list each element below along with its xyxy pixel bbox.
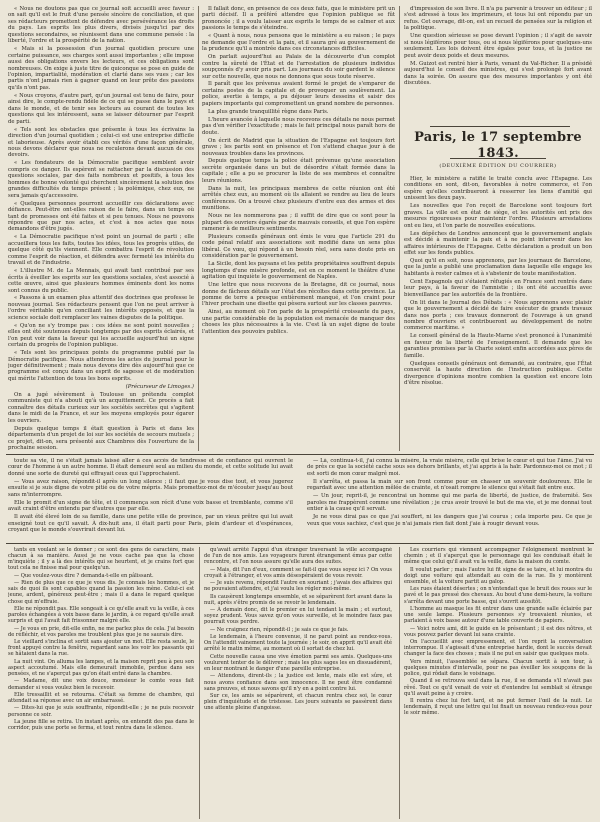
column-3-bottom-articles xyxy=(404,176,592,387)
dateline-heading xyxy=(404,130,592,170)
column-1 xyxy=(8,6,194,451)
signature: (Précurseur de Limoges.) xyxy=(125,383,194,390)
column-3-bottom xyxy=(404,176,592,451)
paragraph: Vers minuit, l'assemblée se sépara. Chacun sortit à son tour, à quelques minutes d'intervalle, pour ne pas éveiller les soupçons de la police, qui rôdait dans le voisinage. xyxy=(404,658,592,678)
column-divider xyxy=(199,547,200,819)
paragraph: Quelques conseils généraux ont demandé, au contraire, que l'État conservât la haute direction de l'instruction publique. Cette divergence d'opinions montre combien la question est encore loin d'être résolue. xyxy=(404,360,592,387)
heading-rule xyxy=(450,158,546,159)
paragraph: — Attendons, dirent-ils ; la justice est lente, mais elle est sûre, et nous avons confiance dans son innocence. Il ne peut être condamné sans preuves, et nous savons qu'il n'y en a point contre lui. xyxy=(204,673,392,692)
column-2 xyxy=(202,6,395,451)
feuilleton-rule-top xyxy=(6,454,594,455)
paragraph: Une question sérieuse se pose devant l'opinion ; il s'agit de savoir si nous légiférons pour tous, ou si nous légiférons pour quelques-uns seulement. Les lois doivent être égales pour tous, et la justice ne peut avoir deux poids et deux mesures. xyxy=(404,33,592,59)
paragraph: On parlait aujourd'hui au Palais de la découverte d'un complot contre la sûreté de l'État et de l'arrestation de plusieurs individus soupçonnés d'y avoir pris part. Les journaux du soir gardent le silence sur cette nouvelle, que nous ne donnons que sous toute réserve. xyxy=(202,54,395,80)
paragraph: Elle le promit d'un signe de tête, et il commença son récit d'une voix basse et tremblante, comme s'il avait craint d'être entendu par d'autres que par elle. xyxy=(8,499,293,513)
bottom-column-1-text xyxy=(8,547,194,731)
paragraph: La plus grande tranquillité règne dans Paris. xyxy=(208,108,329,115)
bottom-column-1 xyxy=(8,547,194,819)
paragraph: « Les fondateurs de la Démocratie pacifique semblent avoir compris ce danger. Ils espèrent se rattacher par la discussion des questions sociales, par des faits nombreux et positifs, à tous les hommes de bonne volonté qui cherchent sincèrement la solution des grandes difficultés du temps présent ; la polémique, chez eux, ne sera jamais qu'accessoire. xyxy=(8,160,194,199)
paragraph: Ils causèrent longtemps ensemble, et se séparèrent fort avant dans la nuit, après s'être promis de se revoir le lendemain. xyxy=(204,593,392,606)
paragraph: — Je vous en prie, dit-elle enfin, ne me parlez plus de cela. J'ai besoin de réfléchir, et vos paroles me troublent plus que je ne saurais dire. xyxy=(8,625,194,638)
paragraph: La Sicile, dont les paysans et les petits propriétaires souffrent depuis longtemps d'une misère profonde, est en ce moment le théâtre d'une agitation qui inquiète le gouvernement de Naples. xyxy=(202,261,395,281)
bottom-column-2-text xyxy=(204,547,392,712)
paragraph: Il avait été élevé loin de sa famille, dans une petite ville de province, par un vieux prêtre qui lui avait enseigné tout ce qu'il savait. À dix-huit ans, il était parti pour Paris, plein d'ardeur et d'espérances, croyant que le monde s'ouvrirait devant lui. xyxy=(8,514,293,534)
paragraph: Elle tressaillit et se retourna. C'était sa femme de chambre, qui attendait sa réponse avec un air embarrassé. xyxy=(8,691,194,705)
paragraph: La jeune fille se retira. Un instant après, on entendit des pas dans le corridor, puis une porte se ferma, et tout rentra dans le silence. xyxy=(8,718,194,732)
paragraph: Nous ne les nommerons pas ; il suffit de dire que ce sont pour la plupart des ouvriers égarés par de mauvais conseils, et que l'on espère ramener à de meilleurs sentiments. xyxy=(202,213,395,232)
paragraph: qu'avait arrêté l'appui d'un étranger traversant la ville accompagné de l'un de nos amis. Les voyageurs furent étrangement émus par cette rencontre, et l'on nous assure qu'elle aura des suites. xyxy=(204,547,392,566)
paragraph: Il rentra chez lui fort tard, et ne put fermer l'œil de la nuit. Le lendemain, il reçut une lettre qui lui fixait un nouveau rendez-vous pour le soir même. xyxy=(404,698,592,717)
paragraph: Hier, le ministère a ratifié le traité conclu avec l'Espagne. Les conditions en sont, dit-on, favorables à notre commerce, et l'on espère qu'elles contribueront à resserrer les liens d'amitié qui unissent les deux pays. xyxy=(404,176,592,202)
paragraph: « Nous croyons, d'autre part, qu'un journal est tenu de faire, pour ainsi dire, le compte-rendu fidèle de ce qui se passe dans le pays et dans le monde, et de tenir ses lecteurs au courant de toutes les questions qui les intéressent, sans se laisser détourner par l'esprit de parti. xyxy=(8,92,194,125)
bottom-column-2 xyxy=(204,547,392,819)
paragraph: On écrit de Madrid que la situation de l'Espagne est toujours fort grave ; les partis sont en présence et l'on s'attend chaque jour à de nouveaux troubles dans les provinces. xyxy=(202,137,395,157)
paragraph: On a jugé sévèrement à Toulouse un prétendu complot communiste qui n'a abouti qu'à un acquittement. Ce procès a fait connaître des détails curieux sur les sociétés secrètes qui s'agitent dans le midi de la France, et sur les moyens employés pour égarer les ouvriers. xyxy=(8,391,194,424)
paragraph: L'heure avancée à laquelle nous recevons ces détails ne nous permet pas d'en vérifier l'exactitude ; mais le fait principal nous paraît hors de doute. xyxy=(202,116,395,136)
paragraph: — Ne craignez rien, répondit-il ; je sais ce que je fais. xyxy=(210,626,349,633)
paragraph: Il s'arrêta, et passa la main sur son front comme pour en chasser un souvenir douloureux. Elle le regardait avec une attention mêlée de crainte, et n'osait rompre le silence qui s'était fait entre eux. xyxy=(307,478,592,492)
column-3-top-articles xyxy=(404,6,592,86)
paragraph: « Quant à nous, nous pensons que le ministère a eu raison ; le pays ne demande que l'ordre et la paix, et il saura gré au gouvernement de la prudence qu'il a montrée dans ces circonstances difficiles. xyxy=(202,33,395,53)
paragraph: Les dépêches de Londres annoncent que le gouvernement anglais est décidé à maintenir la paix et à ne point intervenir dans les affaires intérieures de l'Espagne. Cette déclaration a produit un bon effet sur les fonds publics. xyxy=(404,230,592,256)
paragraph: Les courriers qui viennent accompagner l'éloignement montrent le chemin ; et il s'aperçut que le personnage qui les conduisait était le même que celui qu'il avait vu la veille, dans la maison du comte. xyxy=(404,547,592,566)
paragraph: « Mais si la possession d'un journal quotidien procure une certaine puissance, ses charges sont aussi importantes ; elle impose aussi des obligations envers les lecteurs, et ces obligations sont nombreuses. On exige à juste titre de quiconque se pose en guide de l'opinion, impartialité, modération et clarté dans ses vues ; car les partis n'ont jamais rien à gagner quand on leur prête des passions qu'ils n'ont pas. xyxy=(8,46,194,91)
paragraph: M. Guizot est rentré hier à Paris, venant du Val-Richer. Il a présidé aujourd'hui le conseil des ministres, qui s'est prolongé fort avant dans la soirée. On assure que des mesures importantes y ont été discutées. xyxy=(404,60,592,86)
paragraph: « L'illustre M. de La Mennais, qui avait tant contribué par ses écrits à éveiller les esprits sur les questions sociales, s'est associé à cette œuvre, ainsi que plusieurs hommes éminents dont les noms sont connus du public. xyxy=(8,268,194,294)
paragraph: « Qu'on ne s'y trompe pas : ces idées ne sont point nouvelles ; elles ont été soutenues depuis longtemps par des esprits éclairés, et l'on peut voir dans la faveur qui les accueille aujourd'hui un signe certain du progrès de l'opinion publique. xyxy=(8,322,194,349)
paragraph: d'impression de son livre. Il n'a pu parvenir à trouver un éditeur ; il s'est adressé à tous les imprimeurs, et tous lui ont répondu par un refus. Cet ouvrage, dit-on, est un recueil de pensées sur la religion et la politique. xyxy=(404,6,592,32)
section-rule xyxy=(430,126,570,127)
paragraph: On lit dans le Journal des Débats : « Nous apprenons avec plaisir que le gouvernement a décidé de faire exécuter de grands travaux dans nos ports ; ces travaux donneront de l'ouvrage à un grand nombre d'ouvriers et contribueront au développement de notre commerce maritime. » xyxy=(404,299,592,332)
bottom-column-3 xyxy=(404,547,592,819)
paragraph: Une lettre que nous recevons de la Bretagne, dit ce journal, nous donne de fâcheux détails sur l'état des récoltes dans cette province. La pomme de terre a presque entièrement manqué, et l'on craint pour l'hiver prochain une disette qui pèsera surtout sur les classes pauvres. xyxy=(202,282,395,308)
paragraph: Dans la nuit, les principaux membres de cette réunion ont été arrêtés chez eux, au moment où ils allaient se rendre au lieu de leurs conférences. On a trouvé chez plusieurs d'entre eux des armes et des munitions. xyxy=(202,185,395,212)
paragraph: — Que voulez-vous dire ? demanda-t-elle en pâlissant. xyxy=(14,572,154,579)
paragraph: — Là, continua-t-il, j'ai connu la misère, la vraie misère, celle qui brise le cœur et qui tue l'âme. J'ai vu de près ce que la société cache sous ses dehors brillants, et j'ai appris à la haïr. Pardonnez-moi ce mot ; il est sorti de mon cœur malgré moi. xyxy=(307,458,592,477)
paragraph: « Quelques personnes pourront accueillir ces déclarations avec défiance. Peut-être ont-elles raison de le faire, dans un temps où tant de promesses ont été faites et si peu tenues. Nous ne pouvons répondre que par nos actes, et c'est à nos actes que nous demandons d'être jugés. xyxy=(8,200,194,233)
feuilleton-rule-bottom xyxy=(6,543,594,544)
paragraph: La nuit vint. On alluma les lampes, et la maison reprit peu à peu son aspect accoutumé. Mais elle demeurait immobile, perdue dans ses pensées, et ne s'aperçut pas qu'on était entré dans la chambre. xyxy=(8,658,194,678)
paragraph: Le conseil général de la Haute-Marne s'est prononcé à l'unanimité en faveur de la liberté de l'enseignement. Il demande que les garanties promises par la Charte soient enfin accordées aux pères de famille. xyxy=(404,333,592,359)
paragraph: Il paraît que les prévenus avaient formé le projet de s'emparer de certains postes de la capitale et de provoquer un soulèvement. La police, avertie à temps, a pu déjouer leurs desseins et saisir des papiers importants qui compromettent un grand nombre de personnes. xyxy=(202,81,395,107)
paragraph: toute sa vie, il ne s'était jamais laissé aller à ces accès de tendresse et de confiance qui ouvrent le cœur de l'homme à un autre homme. Il était demeuré seul au milieu du monde, et cette solitude lui avait donné une sorte de dureté qui effrayait ceux qui l'approchaient. xyxy=(8,458,293,477)
paragraph: Depuis quelque temps il était question à Paris et dans les départements d'un projet de loi sur les sociétés de secours mutuels ; ce projet, dit-on, sera présenté aux Chambres dès l'ouverture de la prochaine session. xyxy=(8,425,194,451)
paragraph: Cette nouvelle causa une vive émotion parmi ses amis. Quelques-uns voulurent tenter de le délivrer ; mais les plus sages les en dissuadèrent, en leur montrant le danger d'une pareille entreprise. xyxy=(204,653,392,673)
dateline-title: Paris, le 17 septembre 1843. xyxy=(414,130,582,161)
paragraph: Les rues étaient désertes ; on n'entendait que le bruit des roues sur le pavé et le pas pressé des chevaux. Au bout d'une demi-heure, la voiture s'arrêta devant une porte basse, qui s'ouvrit aussitôt. xyxy=(404,586,592,605)
column-2-articles xyxy=(202,6,395,335)
paragraph: — Rien de plus que ce que je vous dis. Je connais les hommes, et je sais de quoi ils sont capables quand la passion les mène. Celui-ci est jeune, ardent, généreux peut-être ; mais il a dans le regard quelque chose qui m'effraie. xyxy=(8,580,194,605)
paragraph: « Tels sont les principaux points du programme publié par la Démocratie pacifique. Nous attendrons les actes du journal pour le juger définitivement ; mais nous devons dire dès aujourd'hui que ce programme est conçu dans un esprit de sagesse et de modération qui mérite l'attention de tous les bons esprits. xyxy=(8,350,194,382)
paragraph: Elle ne répondit pas. Elle songeait à ce qu'elle avait vu la veille, à ces paroles échangées à voix basse dans le jardin, à ce regard qu'elle avait surpris et qui l'avait fait frissonner malgré elle. xyxy=(8,605,194,625)
paragraph: Il voulut parler ; mais l'autre lui fit signe de se taire, et lui montra du doigt une voiture qui attendait au coin de la rue. Ils y montèrent ensemble, et la voiture partit au galop. xyxy=(404,566,592,585)
paragraph: « Nous ne doutons pas que ce journal soit accueilli avec faveur : on sait qu'il est le fruit d'une pensée sincère de conciliation, et que ses rédacteurs promettent de défendre avec persévérance les droits du pays. Les esprits les plus divers, divisés jusqu'ici par des questions secondaires, se réunissent dans une commune pensée : la liberté, l'ordre et la prospérité de la nation. xyxy=(8,6,194,45)
paragraph: Plusieurs conseils généraux ont émis le vœu que l'article 291 du code pénal relatif aux associations soit modifié dans un sens plus libéral. Ce vœu, qui répond à un besoin réel, sera sans doute pris en considération par le gouvernement. xyxy=(202,233,395,260)
paragraph: Il fallait donc, en présence de ces deux faits, que le ministère prît un parti décisif. Il a préféré attendre que l'opinion publique se fût prononcée ; il a voulu laisser aux esprits le temps de se calmer et aux passions le temps de s'éteindre. xyxy=(202,6,395,32)
paragraph: « Passons à un examen plus attentif des doctrines que professe le nouveau journal. Ses rédacteurs pensent que l'on ne peut arriver à l'ordre véritable qu'en conciliant les intérêts opposés, et que la science sociale doit remplacer les vaines disputes de la politique. xyxy=(8,295,194,321)
paragraph: Sur ce, les amis se séparèrent, et chacun rentra chez soi, le cœur plein d'inquiétude et de tristesse. Les jours suivants se passèrent dans une attente pleine d'angoisse. xyxy=(204,693,392,712)
column-3-top xyxy=(404,6,592,121)
paragraph: « Tels sont les obstacles que présente à tous les écrivains la direction d'un journal quotidien ; celui-ci est une entreprise difficile et laborieuse. Après avoir établi ces vérités d'une façon générale, nous devons déclarer que nous ne reculerons devant aucun de ces devoirs. xyxy=(8,126,194,159)
paragraph: tants en voulant se le donner ; ce sont des gens de caractère, mais chacun à sa manière. Aussi je ne vous cache pas que la chose m'inquiète ; il y a là des intérêts qui se heurtent, et je crains fort que tout cela ne finisse mal pour quelqu'un. xyxy=(8,547,194,572)
column-divider xyxy=(399,6,400,451)
column-divider xyxy=(399,547,400,819)
column-1-articles xyxy=(8,6,194,382)
bottom-column-3-text xyxy=(404,547,592,717)
paragraph: Cent Espagnols qui s'étaient réfugiés en France sont rentrés dans leur pays, à la faveur de l'amnistie ; ils ont été accueillis avec bienveillance par les autorités de la frontière. xyxy=(404,278,592,298)
paragraph: — Un jour, reprit-il, je rencontrai un homme qui me parla de liberté, de justice, de fraternité. Ses paroles me frappèrent comme une révélation ; je crus avoir trouvé le but de ma vie, et je me donnai tout entier à la cause qu'il servait. xyxy=(307,493,592,513)
feuilleton xyxy=(8,458,592,540)
paragraph: — Vous avez raison, répondit-il après un long silence ; il faut que je vous dise tout, et vous jugerez ensuite si je suis digne de votre pitié ou de votre mépris. Mais promettez-moi de m'écouter jusqu'au bout sans m'interrompre. xyxy=(8,478,293,498)
dateline-subtitle: (DEUXIÈME ÉDITION DU COURRIER) xyxy=(439,163,557,169)
paragraph: — Madame, dit une voix douce, monsieur le comte vous fait demander si vous voulez bien le recevoir. xyxy=(8,678,194,691)
paragraph: Le vieillard s'inclina et sortit sans ajouter un mot. Elle resta seule, le front appuyé contre la fenêtre, regardant sans les voir les passants qui se hâtaient dans la rue. xyxy=(8,639,194,658)
paragraph: — Dites-lui que je suis souffrante, répondit-elle ; je ne puis recevoir personne ce soir. xyxy=(8,705,194,718)
paragraph: Je ne vous dirai pas ce que j'ai souffert, ni les dangers que j'ai courus ; cela importe peu. Ce que je veux que vous sachiez, c'est que je n'ai jamais rien fait dont j'aie à rougir devant vous. xyxy=(307,514,592,527)
paragraph: Le lendemain, à l'heure convenue, il ne parut point au rendez-vous. On l'attendit vainement toute la journée ; le soir, on apprit qu'il avait été arrêté le matin même, au moment où il sortait de chez lui. xyxy=(204,634,392,653)
paragraph: « La Démocratie pacifique n'est point un journal de parti ; elle accueillera tous les faits, toutes les idées, tous les progrès utiles, de quelque côté qu'ils viennent. Elle combattra l'esprit de révolution comme l'esprit de réaction, et défendra avec fermeté les intérêts du travail et de l'industrie. xyxy=(8,234,194,267)
paragraph: Ainsi, au moment où l'on parle de la prospérité croissante du pays, une partie considérable de la population est menacée de manquer des choses les plus nécessaires à la vie. C'est là un sujet digne de toute l'attention des pouvoirs publics. xyxy=(202,309,395,335)
paragraph: Depuis quelque temps la police était prévenue qu'une association secrète organisée dans un but de désordre s'était formée dans la capitale ; elle a pu se procurer la liste de ses membres et connaître leurs réunions. xyxy=(202,158,395,184)
column-divider xyxy=(198,6,199,451)
feuilleton-text xyxy=(8,458,592,533)
paragraph: Les nouvelles que l'on reçoit de Barcelone sont toujours fort graves. La ville est en état de siège, et les autorités ont pris des mesures rigoureuses pour maintenir l'ordre. Plusieurs arrestations ont eu lieu, et l'on parle de nouvelles exécutions. xyxy=(404,203,592,229)
paragraph: Quoi qu'il en soit, nous apprenons, par les journaux de Barcelone, que la junte a publié une proclamation dans laquelle elle engage les habitants à rester calmes et à s'abstenir de toute manifestation. xyxy=(404,257,592,277)
paragraph: — À demain donc, dit le premier en lui tendant la main ; et surtout, soyez prudent. Vous savez qu'on vous surveille, et le moindre faux pas pourrait vous perdre. xyxy=(204,607,392,626)
paragraph: — Voici notre ami, dit le guide en le présentant ; il est des nôtres, et vous pouvez parler devant lui sans crainte. xyxy=(404,625,592,638)
paragraph: Quand il se retrouva seul dans la rue, il se demanda s'il n'avait pas rêvé. Tout ce qu'il venait de voir et d'entendre lui semblait si étrange qu'il avait peine à y croire. xyxy=(404,678,592,697)
paragraph: — Je suis revenu, répondit l'autre en souriant ; j'avais des affaires qui ne pouvaient attendre, et j'ai voulu les régler moi-même. xyxy=(204,580,392,593)
paragraph: — Mais, dit l'un d'eux, comment se fait-il que vous soyez ici ? On vous croyait à l'étranger, et vos amis désespéraient de vous revoir. xyxy=(204,566,392,579)
paragraph: On l'accueillit avec empressement, et l'on reprit la conversation interrompue. Il s'agissait d'une entreprise hardie, dont le succès devait changer la face des choses ; mais il ne put en saisir que quelques mots. xyxy=(404,639,592,658)
paragraph: L'homme au masque les fit entrer dans une grande salle éclairée par une seule lampe. Plusieurs personnes s'y trouvaient réunies, et parlaient à voix basse autour d'une table couverte de papiers. xyxy=(404,605,592,625)
column-1-tail xyxy=(8,392,194,451)
